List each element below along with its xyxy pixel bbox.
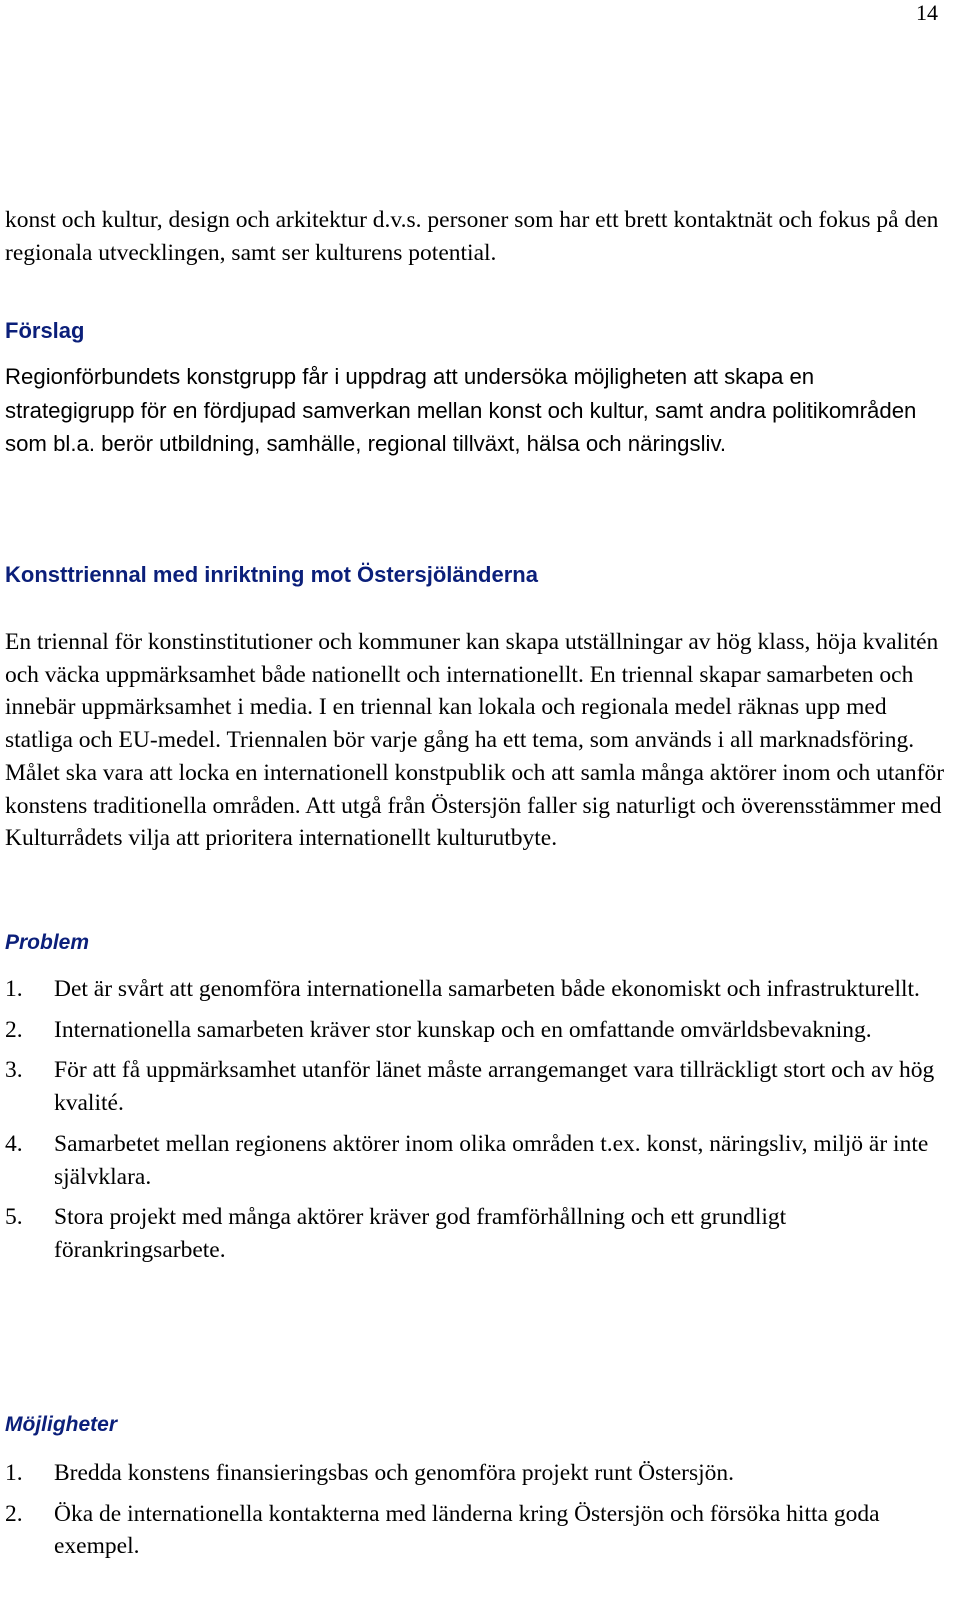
list-item-number: 1. [5,976,23,1002]
list-item-text: Bredda konstens finansieringsbas och genomföra projekt runt Östersjön. [54,1460,735,1486]
list-item [5,1128,940,1193]
heading-problem: Problem [5,931,90,954]
list-item [5,1498,940,1563]
list-item-text: Öka de internationella kontakterna med länderna kring Östersjön och försöka hitta goda exempel. [54,1500,880,1560]
heading-konsttriennal: Konsttriennal med inriktning mot Östersjöländerna [5,562,538,587]
forslag-paragraph: Regionförbundets konstgrupp får i uppdrag att undersöka möjligheten att skapa en strategigrupp för en fördjupad samverkan mellan konst och kultur, samt andra politikområden som bl.a. berör utbildning, samhälle, regional tillväxt, hälsa och näringsliv. [5,364,917,456]
list-item-text: Det är svårt att genomföra internationella samarbeten både ekonomiskt och infrastrukturellt. [54,976,920,1002]
list-item [5,1014,940,1047]
intro-paragraph: konst och kultur, design och arkitektur d.v.s. personer som har ett brett kontaktnät och fokus på den regionala utvecklingen, samt ser kulturens potential. [5,207,939,266]
mojligheter-list [5,1457,940,1571]
list-item-number: 1. [5,1460,23,1486]
list-item-text: Stora projekt med många aktörer kräver god framförhållning och ett grundligt förankringsarbete. [54,1204,787,1263]
list-item-text: För att få uppmärksamhet utanför länet måste arrangemanget vara tillräckligt stort och av hög kvalité. [54,1057,935,1117]
list-item-number: 5. [5,1204,23,1231]
list-item-text: Internationella samarbeten kräver stor kunskap och en omfattande omvärldsbevakning. [54,1016,872,1043]
list-item-number: 4. [5,1130,23,1157]
list-item-number: 2. [5,1016,23,1043]
list-item [5,1457,940,1490]
list-item-text: Samarbetet mellan regionens aktörer inom olika områden t.ex. konst, näringsliv, miljö är inte självklara. [54,1130,929,1190]
list-item [5,973,940,1006]
list-item [5,1054,940,1119]
problem-list [5,973,940,1275]
triennal-paragraph: En triennal för konstinstitutioner och kommuner kan skapa utställningar av hög klass, höja kvalitén och väcka uppmärksamhet både nationellt och internationellt. En triennal skapar samarbeten och innebär uppmärksamhet i media. I en triennal kan lokala och regionala medel räknas upp med statliga och EU-medel. Triennalen bör varje gång ha ett tema, som används i all marknadsföring. Målet ska vara att locka en internationell konstpublik och att samla många aktörer inom och utanför konstens traditionella områden. Att utgå från Östersjön faller sig naturligt och överensstämmer med Kulturrådets vilja att prioritera internationellt kulturutbyte. [5,629,945,852]
list-item-number: 3. [5,1057,23,1084]
heading-forslag: Förslag [5,318,85,343]
list-item [5,1201,940,1266]
page-number: 14 [916,0,938,25]
heading-mojligheter: Möjligheter [5,1413,118,1436]
list-item-number: 2. [5,1500,23,1527]
